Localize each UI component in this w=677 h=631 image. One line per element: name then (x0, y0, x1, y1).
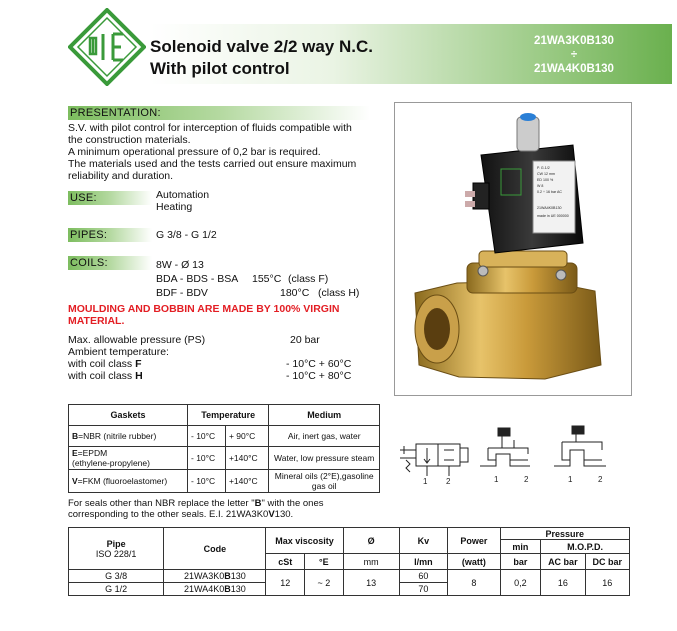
coil-f-value: - 10°C + 60°C (286, 358, 352, 370)
ac-bar-header: AC bar (541, 554, 585, 570)
port-label: 2 (524, 475, 529, 484)
coils-power: 8W - Ø 13 (156, 259, 204, 271)
pipe-header: Pipe ISO 228/1 (69, 528, 164, 570)
temperature-header: Temperature (188, 405, 269, 426)
table-row: B=NBR (nitrile rubber) - 10°C + 90°C Air, inert gas, water (69, 426, 380, 447)
mm-header: mm (343, 554, 399, 570)
gaskets-header: Gaskets (69, 405, 188, 426)
pressure-header: Pressure (500, 528, 629, 540)
section-presentation: PRESENTATION: (68, 106, 370, 120)
product-photo (394, 102, 632, 396)
gaskets-table (68, 404, 380, 493)
diameter-header: Ø (343, 528, 399, 554)
table-row: G 1/2 21WA4K0B130 70 (69, 583, 630, 596)
coil-f-label: with coil class F (68, 358, 142, 370)
coil-label-text: P. G.1/2 (537, 166, 550, 170)
dc-bar-header: DC bar (585, 554, 629, 570)
viscosity-header: Max viscosity (266, 528, 343, 554)
iso-valve-symbol (400, 444, 468, 476)
product-table (68, 527, 630, 596)
bar-header: bar (500, 554, 541, 570)
table-row: E=EPDM (ethylene-propylene) - 10°C +140°C Water, low pressure steam (69, 447, 380, 470)
code-header: Code (164, 528, 266, 570)
valve-section-diagram-open (554, 426, 606, 466)
table-row: V=FKM (fluoroelastomer) - 10°C +140°C Mineral oils (2°E),gasoline gas oil (69, 470, 380, 493)
max-pressure-label: Max. allowable pressure (PS) (68, 334, 206, 346)
port-label: 1 (423, 477, 428, 486)
coil-row: BDF - BDV 180°C (class H) (156, 287, 360, 299)
port-label: 1 (494, 475, 499, 484)
coil-h-value: - 10°C + 80°C (286, 370, 352, 382)
port-label: 2 (446, 477, 451, 486)
seal-note: For seals other than NBR replace the letter "B" with the ones corresponding to the other seals. E.I. 21WA3K0V130. (68, 498, 324, 520)
coil-row: BDA - BDS - BSA 155°C (class F) (156, 273, 329, 285)
section-use: USE: (68, 191, 152, 205)
section-pipes: PIPES: (68, 228, 152, 242)
material-warning: MOULDING AND BOBBIN ARE MADE BY 100% VIRGIN MATERIAL. (68, 303, 340, 327)
kv-header: Kv (399, 528, 447, 554)
model-code-range: 21WA3K0B130 ÷ 21WA4K0B130 (534, 35, 614, 75)
e-header: °E (305, 554, 344, 570)
min-header: min (500, 540, 541, 554)
port-label: 1 (568, 475, 573, 484)
lmn-header: l/mn (399, 554, 447, 570)
medium-header: Medium (269, 405, 380, 426)
table-row: G 3/8 21WA3K0B130 12 ~ 2 13 60 8 0,2 16 16 (69, 570, 630, 583)
coil-label-text: CW 12 mm (537, 172, 555, 176)
coil-label-text: W 8 (537, 184, 544, 188)
use-values: Automation Heating (156, 189, 210, 213)
presentation-text: S.V. with pilot control for interception of fluids compatible with the construction materials. A minimum operational pressure of 0,2 bar is required. The materials used and the tests carried out ensure maximum reliability and duration. (68, 122, 357, 182)
coil-label-text: 0.2 ÷ 16 bar AC (537, 190, 562, 194)
port-label: 2 (598, 475, 603, 484)
ambient-label: Ambient temperature: (68, 346, 169, 358)
section-coils: COILS: (68, 256, 152, 270)
coil-label-text: made in UE 000000 (537, 214, 569, 218)
solenoid-valve-illustration (395, 103, 631, 395)
valve-section-diagram-closed (480, 428, 530, 466)
coil-h-label: with coil class H (68, 370, 143, 382)
valve-symbol-diagrams (398, 420, 638, 490)
company-logo (68, 8, 146, 86)
coil-label-text: 21WA4K0B130 (537, 206, 562, 210)
mopd-header: M.O.P.D. (541, 540, 630, 554)
max-pressure-value: 20 bar (290, 334, 320, 346)
pipes-value: G 3/8 - G 1/2 (156, 229, 217, 241)
coil-label-text: ED 100 % (537, 178, 554, 182)
watt-header: (watt) (448, 554, 500, 570)
page-title: Solenoid valve 2/2 way N.C. With pilot control (150, 37, 373, 78)
power-header: Power (448, 528, 500, 554)
cst-header: cSt (266, 554, 305, 570)
